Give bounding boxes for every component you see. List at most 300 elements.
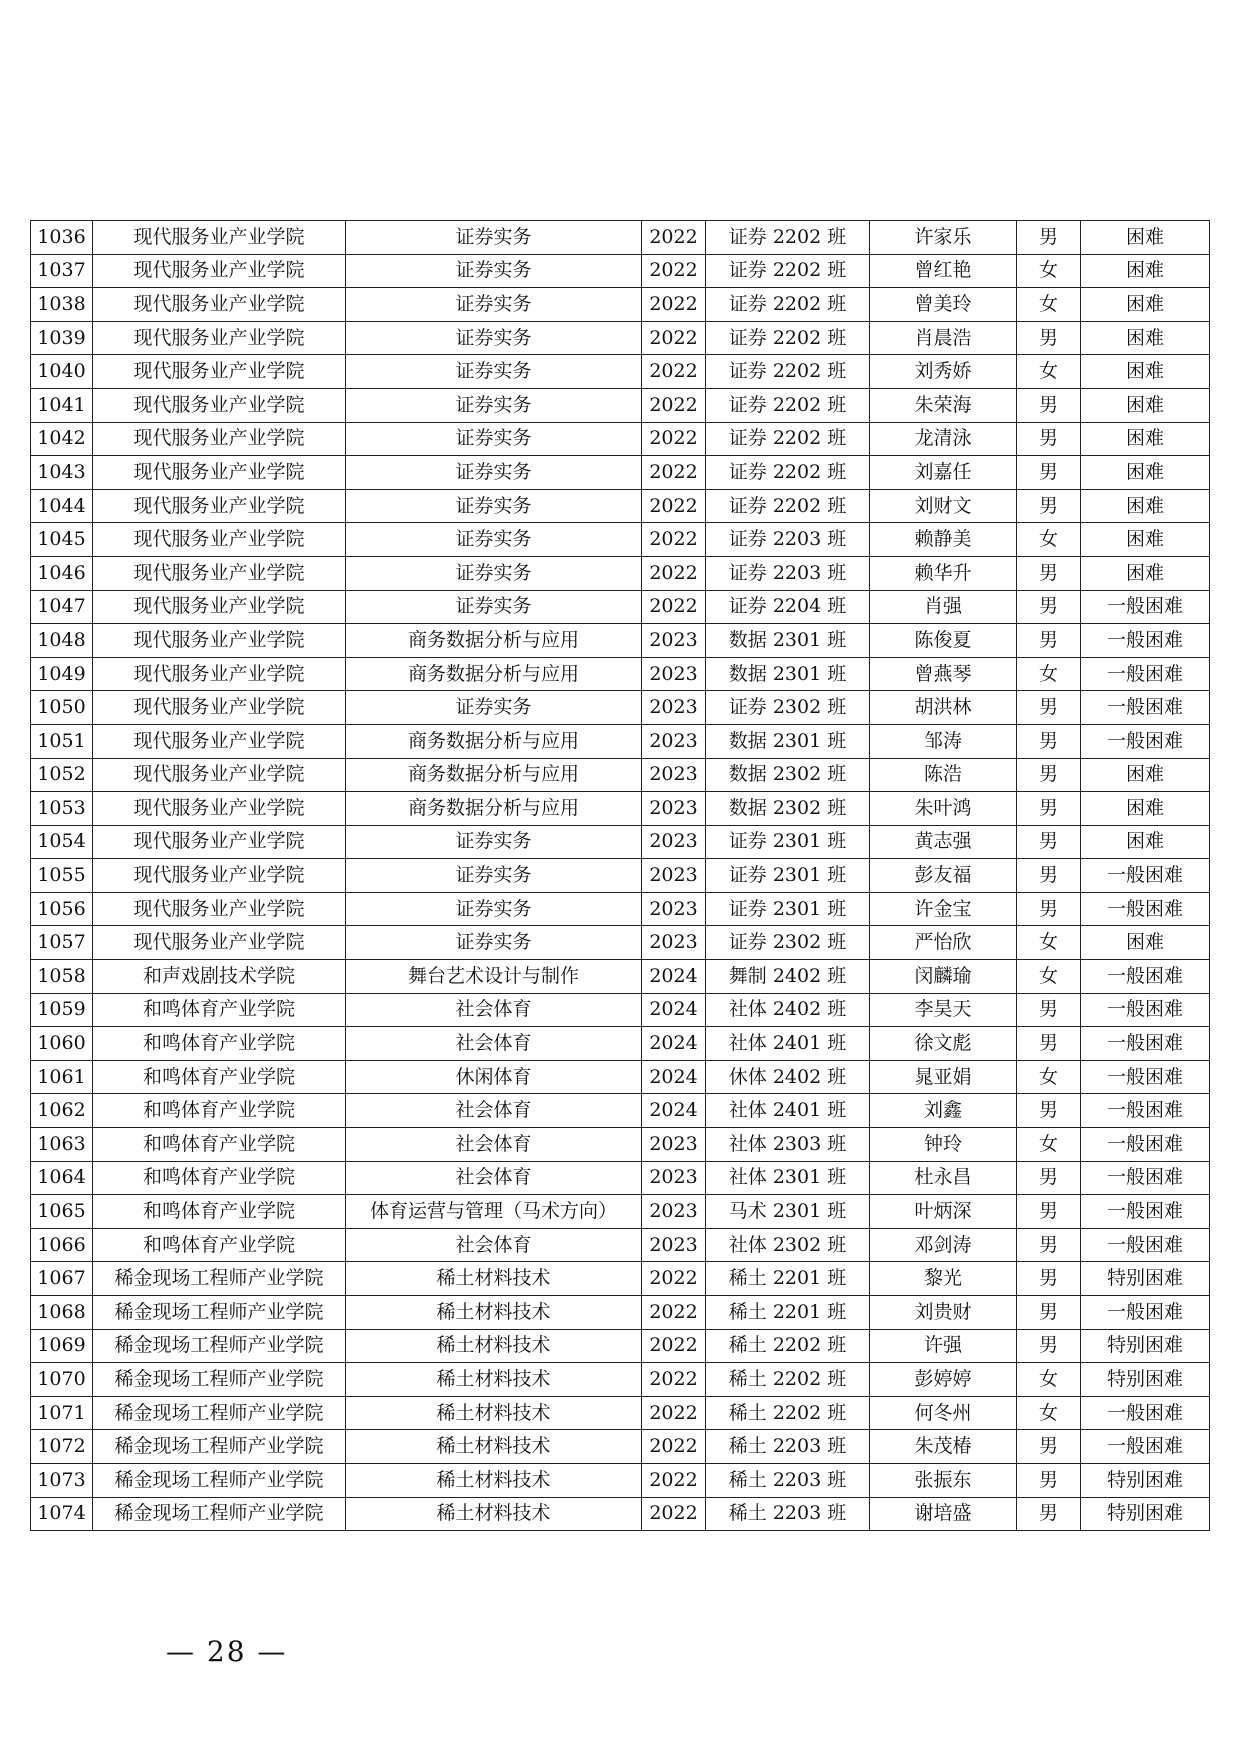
major-cell: 证券实务 [346,892,642,926]
student-name-cell: 彭友福 [870,859,1017,893]
student-name-cell: 肖强 [870,590,1017,624]
year-cell: 2022 [642,388,706,422]
major-cell: 证券实务 [346,388,642,422]
college-cell: 现代服务业产业学院 [93,422,346,456]
table-row [31,590,1210,624]
difficulty-level-cell: 特别困难 [1081,1363,1210,1397]
row-number: 1065 [31,1195,93,1229]
year-cell: 2022 [642,556,706,590]
student-name-cell: 刘贵财 [870,1296,1017,1330]
table-row [31,1195,1210,1229]
year-cell: 2022 [642,489,706,523]
college-cell: 稀金现场工程师产业学院 [93,1329,346,1363]
major-cell: 商务数据分析与应用 [346,657,642,691]
difficulty-level-cell: 一般困难 [1081,1161,1210,1195]
table-row [31,724,1210,758]
college-cell: 现代服务业产业学院 [93,221,346,255]
class-cell: 数据 2302 班 [706,792,870,826]
gender-cell: 女 [1017,960,1081,994]
college-cell: 现代服务业产业学院 [93,288,346,322]
major-cell: 稀土材料技术 [346,1430,642,1464]
student-name-cell: 曾红艳 [870,254,1017,288]
gender-cell: 男 [1017,1463,1081,1497]
table-row [31,926,1210,960]
student-name-cell: 叶炳深 [870,1195,1017,1229]
row-number: 1038 [31,288,93,322]
class-cell: 证券 2202 班 [706,288,870,322]
major-cell: 体育运营与管理（马术方向） [346,1195,642,1229]
gender-cell: 男 [1017,624,1081,658]
student-name-cell: 黎光 [870,1262,1017,1296]
gender-cell: 男 [1017,993,1081,1027]
row-number: 1053 [31,792,93,826]
year-cell: 2022 [642,355,706,389]
gender-cell: 男 [1017,1195,1081,1229]
student-name-cell: 许家乐 [870,221,1017,255]
year-cell: 2023 [642,624,706,658]
difficulty-level-cell: 困难 [1081,489,1210,523]
year-cell: 2022 [642,254,706,288]
table-row [31,1094,1210,1128]
major-cell: 商务数据分析与应用 [346,792,642,826]
gender-cell: 男 [1017,1228,1081,1262]
year-cell: 2022 [642,1463,706,1497]
gender-cell: 男 [1017,1262,1081,1296]
college-cell: 现代服务业产业学院 [93,892,346,926]
difficulty-level-cell: 困难 [1081,388,1210,422]
major-cell: 社会体育 [346,1027,642,1061]
gender-cell: 女 [1017,288,1081,322]
table-row [31,1128,1210,1162]
row-number: 1050 [31,691,93,725]
row-number: 1052 [31,758,93,792]
college-cell: 现代服务业产业学院 [93,355,346,389]
table-row [31,321,1210,355]
class-cell: 证券 2202 班 [706,456,870,490]
year-cell: 2022 [642,523,706,557]
college-cell: 和鸣体育产业学院 [93,1094,346,1128]
college-cell: 和鸣体育产业学院 [93,993,346,1027]
row-number: 1045 [31,523,93,557]
college-cell: 现代服务业产业学院 [93,254,346,288]
gender-cell: 男 [1017,556,1081,590]
row-number: 1055 [31,859,93,893]
table-row [31,1463,1210,1497]
college-cell: 稀金现场工程师产业学院 [93,1430,346,1464]
gender-cell: 男 [1017,859,1081,893]
row-number: 1044 [31,489,93,523]
year-cell: 2023 [642,1195,706,1229]
college-cell: 和鸣体育产业学院 [93,1195,346,1229]
difficulty-level-cell: 一般困难 [1081,1060,1210,1094]
difficulty-level-cell: 一般困难 [1081,1128,1210,1162]
gender-cell: 女 [1017,1128,1081,1162]
year-cell: 2024 [642,1094,706,1128]
college-cell: 现代服务业产业学院 [93,657,346,691]
year-cell: 2022 [642,1296,706,1330]
table-row [31,993,1210,1027]
major-cell: 舞台艺术设计与制作 [346,960,642,994]
student-name-cell: 谢培盛 [870,1497,1017,1531]
year-cell: 2022 [642,288,706,322]
row-number: 1074 [31,1497,93,1531]
row-number: 1071 [31,1396,93,1430]
class-cell: 稀土 2202 班 [706,1396,870,1430]
major-cell: 证券实务 [346,590,642,624]
row-number: 1054 [31,825,93,859]
student-name-cell: 陈浩 [870,758,1017,792]
student-name-cell: 朱茂椿 [870,1430,1017,1464]
row-number: 1046 [31,556,93,590]
class-cell: 社体 2402 班 [706,993,870,1027]
gender-cell: 男 [1017,489,1081,523]
table-row [31,1497,1210,1531]
year-cell: 2022 [642,1329,706,1363]
major-cell: 证券实务 [346,691,642,725]
class-cell: 数据 2301 班 [706,624,870,658]
gender-cell: 男 [1017,825,1081,859]
table-row [31,422,1210,456]
difficulty-level-cell: 一般困难 [1081,590,1210,624]
college-cell: 稀金现场工程师产业学院 [93,1497,346,1531]
table-row [31,1060,1210,1094]
difficulty-level-cell: 困难 [1081,556,1210,590]
gender-cell: 女 [1017,355,1081,389]
table-row [31,355,1210,389]
table-row [31,556,1210,590]
student-name-cell: 徐文彪 [870,1027,1017,1061]
difficulty-level-cell: 一般困难 [1081,1296,1210,1330]
student-name-cell: 朱叶鸿 [870,792,1017,826]
difficulty-level-cell: 一般困难 [1081,960,1210,994]
major-cell: 商务数据分析与应用 [346,758,642,792]
difficulty-level-cell: 一般困难 [1081,1430,1210,1464]
year-cell: 2023 [642,1228,706,1262]
row-number: 1051 [31,724,93,758]
class-cell: 社体 2302 班 [706,1228,870,1262]
table-row [31,792,1210,826]
student-name-cell: 刘财文 [870,489,1017,523]
student-name-cell: 黄志强 [870,825,1017,859]
major-cell: 证券实务 [346,456,642,490]
table-row [31,456,1210,490]
major-cell: 证券实务 [346,321,642,355]
student-name-cell: 刘鑫 [870,1094,1017,1128]
major-cell: 证券实务 [346,825,642,859]
college-cell: 现代服务业产业学院 [93,556,346,590]
table-row [31,859,1210,893]
major-cell: 稀土材料技术 [346,1363,642,1397]
class-cell: 证券 2202 班 [706,221,870,255]
gender-cell: 女 [1017,523,1081,557]
class-cell: 稀土 2202 班 [706,1363,870,1397]
difficulty-level-cell: 一般困难 [1081,691,1210,725]
class-cell: 证券 2203 班 [706,556,870,590]
college-cell: 和鸣体育产业学院 [93,1128,346,1162]
difficulty-level-cell: 困难 [1081,221,1210,255]
college-cell: 现代服务业产业学院 [93,523,346,557]
table-row [31,1228,1210,1262]
difficulty-level-cell: 困难 [1081,254,1210,288]
row-number: 1048 [31,624,93,658]
year-cell: 2022 [642,1430,706,1464]
row-number: 1063 [31,1128,93,1162]
class-cell: 证券 2202 班 [706,489,870,523]
gender-cell: 男 [1017,1497,1081,1531]
major-cell: 证券实务 [346,221,642,255]
gender-cell: 女 [1017,254,1081,288]
college-cell: 和鸣体育产业学院 [93,1060,346,1094]
difficulty-level-cell: 困难 [1081,355,1210,389]
college-cell: 现代服务业产业学院 [93,590,346,624]
gender-cell: 男 [1017,1027,1081,1061]
college-cell: 稀金现场工程师产业学院 [93,1396,346,1430]
table-row [31,1329,1210,1363]
row-number: 1036 [31,221,93,255]
gender-cell: 男 [1017,1161,1081,1195]
table-row [31,960,1210,994]
college-cell: 现代服务业产业学院 [93,724,346,758]
difficulty-level-cell: 困难 [1081,321,1210,355]
class-cell: 证券 2204 班 [706,590,870,624]
gender-cell: 男 [1017,691,1081,725]
student-name-cell: 曾美玲 [870,288,1017,322]
table-body [31,221,1210,1531]
gender-cell: 男 [1017,1430,1081,1464]
row-number: 1072 [31,1430,93,1464]
row-number: 1066 [31,1228,93,1262]
student-name-cell: 彭婷婷 [870,1363,1017,1397]
difficulty-level-cell: 困难 [1081,825,1210,859]
class-cell: 社体 2401 班 [706,1027,870,1061]
gender-cell: 男 [1017,590,1081,624]
class-cell: 证券 2203 班 [706,523,870,557]
gender-cell: 男 [1017,388,1081,422]
row-number: 1057 [31,926,93,960]
college-cell: 稀金现场工程师产业学院 [93,1363,346,1397]
major-cell: 证券实务 [346,926,642,960]
difficulty-level-cell: 一般困难 [1081,1094,1210,1128]
gender-cell: 女 [1017,1396,1081,1430]
class-cell: 数据 2302 班 [706,758,870,792]
difficulty-level-cell: 一般困难 [1081,892,1210,926]
row-number: 1042 [31,422,93,456]
year-cell: 2023 [642,724,706,758]
table-row [31,1396,1210,1430]
year-cell: 2022 [642,1262,706,1296]
college-cell: 稀金现场工程师产业学院 [93,1296,346,1330]
class-cell: 证券 2202 班 [706,355,870,389]
table-row [31,1430,1210,1464]
major-cell: 稀土材料技术 [346,1463,642,1497]
gender-cell: 男 [1017,724,1081,758]
class-cell: 稀土 2203 班 [706,1463,870,1497]
class-cell: 数据 2301 班 [706,724,870,758]
class-cell: 休体 2402 班 [706,1060,870,1094]
table-row [31,1027,1210,1061]
college-cell: 稀金现场工程师产业学院 [93,1463,346,1497]
gender-cell: 男 [1017,892,1081,926]
gender-cell: 女 [1017,657,1081,691]
college-cell: 稀金现场工程师产业学院 [93,1262,346,1296]
college-cell: 现代服务业产业学院 [93,489,346,523]
difficulty-level-cell: 困难 [1081,758,1210,792]
row-number: 1069 [31,1329,93,1363]
year-cell: 2022 [642,590,706,624]
gender-cell: 男 [1017,422,1081,456]
year-cell: 2022 [642,221,706,255]
major-cell: 证券实务 [346,422,642,456]
college-cell: 现代服务业产业学院 [93,792,346,826]
college-cell: 和鸣体育产业学院 [93,1161,346,1195]
row-number: 1070 [31,1363,93,1397]
table-row [31,657,1210,691]
college-cell: 现代服务业产业学院 [93,321,346,355]
row-number: 1062 [31,1094,93,1128]
student-name-cell: 钟玲 [870,1128,1017,1162]
college-cell: 现代服务业产业学院 [93,691,346,725]
college-cell: 现代服务业产业学院 [93,758,346,792]
major-cell: 证券实务 [346,859,642,893]
row-number: 1073 [31,1463,93,1497]
student-name-cell: 胡洪林 [870,691,1017,725]
college-cell: 现代服务业产业学院 [93,456,346,490]
class-cell: 证券 2202 班 [706,422,870,456]
class-cell: 马术 2301 班 [706,1195,870,1229]
row-number: 1064 [31,1161,93,1195]
page-number: — 28 — [166,1635,288,1668]
class-cell: 证券 2202 班 [706,388,870,422]
student-name-cell: 邹涛 [870,724,1017,758]
row-number: 1067 [31,1262,93,1296]
year-cell: 2024 [642,960,706,994]
year-cell: 2023 [642,792,706,826]
difficulty-level-cell: 一般困难 [1081,1027,1210,1061]
college-cell: 和声戏剧技术学院 [93,960,346,994]
class-cell: 稀土 2203 班 [706,1430,870,1464]
major-cell: 社会体育 [346,1128,642,1162]
student-name-cell: 赖静美 [870,523,1017,557]
student-name-cell: 龙清泳 [870,422,1017,456]
college-cell: 现代服务业产业学院 [93,825,346,859]
major-cell: 社会体育 [346,1094,642,1128]
difficulty-level-cell: 一般困难 [1081,1228,1210,1262]
major-cell: 稀土材料技术 [346,1396,642,1430]
college-cell: 和鸣体育产业学院 [93,1027,346,1061]
difficulty-level-cell: 特别困难 [1081,1262,1210,1296]
difficulty-level-cell: 特别困难 [1081,1329,1210,1363]
row-number: 1047 [31,590,93,624]
major-cell: 证券实务 [346,355,642,389]
major-cell: 稀土材料技术 [346,1262,642,1296]
table-row [31,825,1210,859]
gender-cell: 男 [1017,792,1081,826]
difficulty-level-cell: 困难 [1081,523,1210,557]
student-name-cell: 赖华升 [870,556,1017,590]
difficulty-level-cell: 一般困难 [1081,724,1210,758]
student-name-cell: 许强 [870,1329,1017,1363]
difficulty-level-cell: 一般困难 [1081,859,1210,893]
student-name-cell: 朱荣海 [870,388,1017,422]
year-cell: 2022 [642,422,706,456]
college-cell: 现代服务业产业学院 [93,624,346,658]
class-cell: 稀土 2201 班 [706,1262,870,1296]
row-number: 1059 [31,993,93,1027]
student-name-cell: 肖晨浩 [870,321,1017,355]
year-cell: 2022 [642,1497,706,1531]
difficulty-level-cell: 困难 [1081,422,1210,456]
year-cell: 2024 [642,1027,706,1061]
row-number: 1060 [31,1027,93,1061]
major-cell: 稀土材料技术 [346,1329,642,1363]
major-cell: 商务数据分析与应用 [346,624,642,658]
gender-cell: 男 [1017,758,1081,792]
class-cell: 数据 2301 班 [706,657,870,691]
gender-cell: 男 [1017,456,1081,490]
major-cell: 证券实务 [346,288,642,322]
difficulty-level-cell: 一般困难 [1081,1195,1210,1229]
row-number: 1039 [31,321,93,355]
gender-cell: 男 [1017,321,1081,355]
gender-cell: 女 [1017,1363,1081,1397]
year-cell: 2022 [642,1363,706,1397]
class-cell: 证券 2301 班 [706,892,870,926]
row-number: 1043 [31,456,93,490]
class-cell: 稀土 2203 班 [706,1497,870,1531]
difficulty-level-cell: 特别困难 [1081,1497,1210,1531]
class-cell: 证券 2202 班 [706,254,870,288]
year-cell: 2022 [642,321,706,355]
table-row [31,254,1210,288]
class-cell: 证券 2301 班 [706,825,870,859]
gender-cell: 男 [1017,1329,1081,1363]
table-row [31,1161,1210,1195]
difficulty-level-cell: 困难 [1081,792,1210,826]
table-row [31,758,1210,792]
difficulty-level-cell: 一般困难 [1081,993,1210,1027]
student-name-cell: 杜永昌 [870,1161,1017,1195]
student-name-cell: 陈俊夏 [870,624,1017,658]
major-cell: 社会体育 [346,1161,642,1195]
year-cell: 2023 [642,825,706,859]
row-number: 1040 [31,355,93,389]
major-cell: 休闲体育 [346,1060,642,1094]
difficulty-level-cell: 特别困难 [1081,1463,1210,1497]
student-name-cell: 严怡欣 [870,926,1017,960]
table-row [31,624,1210,658]
year-cell: 2024 [642,1060,706,1094]
table-row [31,221,1210,255]
class-cell: 稀土 2201 班 [706,1296,870,1330]
student-aid-table [30,220,1210,1531]
gender-cell: 男 [1017,1094,1081,1128]
row-number: 1041 [31,388,93,422]
table-row [31,892,1210,926]
student-name-cell: 曾燕琴 [870,657,1017,691]
college-cell: 和鸣体育产业学院 [93,1228,346,1262]
year-cell: 2023 [642,758,706,792]
row-number: 1049 [31,657,93,691]
major-cell: 证券实务 [346,523,642,557]
year-cell: 2023 [642,892,706,926]
class-cell: 稀土 2202 班 [706,1329,870,1363]
student-name-cell: 刘嘉任 [870,456,1017,490]
gender-cell: 男 [1017,1296,1081,1330]
student-name-cell: 许金宝 [870,892,1017,926]
year-cell: 2022 [642,1396,706,1430]
difficulty-level-cell: 一般困难 [1081,1396,1210,1430]
major-cell: 商务数据分析与应用 [346,724,642,758]
